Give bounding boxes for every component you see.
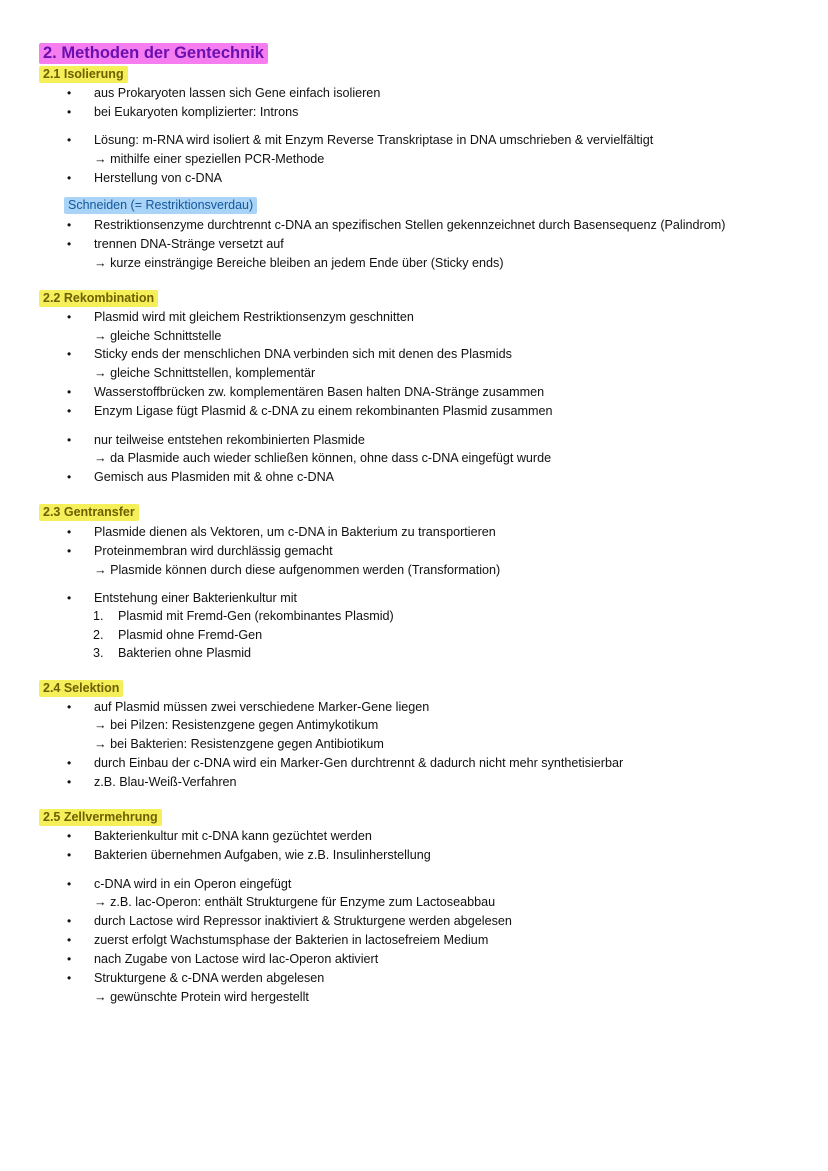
list-item: • Herstellung von c-DNA [94, 170, 222, 186]
item-text: Plasmid mit Fremd-Gen (rekombinantes Plasmid) [118, 609, 394, 623]
list-item: • Bakterien übernehmen Aufgaben, wie z.B. Insulinherstellung [94, 847, 431, 863]
list-item: • Proteinmembran wird durchlässig gemacht [94, 543, 333, 559]
list-item: • trennen DNA-Stränge versetzt auf [94, 236, 284, 252]
list-item: • Sticky ends der menschlichen DNA verbinden sich mit denen des Plasmids [94, 346, 512, 362]
page-title: 2. Methoden der Gentechnik [39, 43, 268, 64]
list-item: • Lösung: m-RNA wird isoliert & mit Enzym Reverse Transkriptase in DNA umschrieben & vervielfältigt [94, 132, 653, 148]
item-text: Plasmid ohne Fremd-Gen [118, 628, 263, 642]
list-item-continuation: → mithilfe einer speziellen PCR-Methode [94, 152, 325, 166]
list-item-continuation: → z.B. lac-Operon: enthält Strukturgene für Enzyme zum Lactoseabbau [94, 895, 496, 909]
list-item: • Plasmide dienen als Vektoren, um c-DNA in Bakterium zu transportieren [94, 524, 496, 540]
list-item: • bei Eukaryoten komplizierter: Introns [94, 104, 298, 120]
list-item: • Bakterienkultur mit c-DNA kann gezüchtet werden [94, 828, 372, 844]
section-heading-isolierung: 2.1 Isolierung [39, 66, 128, 83]
item-text: Bakterien ohne Plasmid [118, 646, 252, 660]
numbered-item [93, 645, 252, 661]
list-item: • z.B. Blau-Weiß-Verfahren [94, 774, 237, 790]
list-item: • durch Einbau der c-DNA wird ein Marker-Gen durchtrennt & dadurch nicht mehr synthetisierbar [94, 755, 623, 771]
list-item: • Plasmid wird mit gleichem Restriktionsenzym geschnitten [94, 309, 414, 325]
section-heading-zellvermehrung: 2.5 Zellvermehrung [39, 809, 162, 826]
list-item-continuation: → gleiche Schnittstelle [94, 329, 222, 343]
list-item: • Entstehung einer Bakterienkultur mit [94, 590, 297, 606]
list-item-continuation: → kurze einsträngige Bereiche bleiben an jedem Ende über (Sticky ends) [94, 256, 504, 270]
list-item-continuation: → bei Bakterien: Resistenzgene gegen Antibiotikum [94, 737, 384, 751]
section-heading-rekombination: 2.2 Rekombination [39, 290, 158, 307]
list-item: • Strukturgene & c-DNA werden abgelesen [94, 970, 324, 986]
list-item: • Gemisch aus Plasmiden mit & ohne c-DNA [94, 469, 334, 485]
list-item: • zuerst erfolgt Wachstumsphase der Bakterien in lactosefreiem Medium [94, 932, 488, 948]
item-number: 1. [93, 609, 104, 623]
list-item-continuation: → bei Pilzen: Resistenzgene gegen Antimykotikum [94, 718, 379, 732]
list-item: • Restriktionsenzyme durchtrennt c-DNA an spezifischen Stellen gekennzeichnet durch Basensequenz (Palindrom) [94, 217, 725, 233]
list-item: • c-DNA wird in ein Operon eingefügt [94, 876, 291, 892]
numbered-item [93, 608, 394, 624]
list-item-continuation: → Plasmide können durch diese aufgenommen werden (Transformation) [94, 563, 501, 577]
item-number: 2. [93, 628, 104, 642]
list-item: • nach Zugabe von Lactose wird lac-Operon aktiviert [94, 951, 378, 967]
list-item: • Enzym Ligase fügt Plasmid & c-DNA zu einem rekombinanten Plasmid zusammen [94, 403, 552, 419]
list-item-continuation: → da Plasmide auch wieder schließen können, ohne dass c-DNA eingefügt wurde [94, 451, 552, 465]
list-item: • Wasserstoffbrücken zw. komplementären Basen halten DNA-Stränge zusammen [94, 384, 544, 400]
list-item: • auf Plasmid müssen zwei verschiedene Marker-Gene liegen [94, 699, 429, 715]
numbered-item [93, 627, 263, 643]
list-item: • nur teilweise entstehen rekombinierten Plasmide [94, 432, 365, 448]
section-heading-gentransfer: 2.3 Gentransfer [39, 504, 139, 521]
subsection-heading-schneiden: Schneiden (= Restriktionsverdau) [64, 197, 257, 214]
list-item: • durch Lactose wird Repressor inaktiviert & Strukturgene werden abgelesen [94, 913, 512, 929]
item-number: 3. [93, 646, 104, 660]
list-item-continuation: → gewünschte Protein wird hergestellt [94, 990, 309, 1004]
section-heading-selektion: 2.4 Selektion [39, 680, 123, 697]
list-item: • aus Prokaryoten lassen sich Gene einfach isolieren [94, 85, 380, 101]
list-item-continuation: → gleiche Schnittstellen, komplementär [94, 366, 316, 380]
